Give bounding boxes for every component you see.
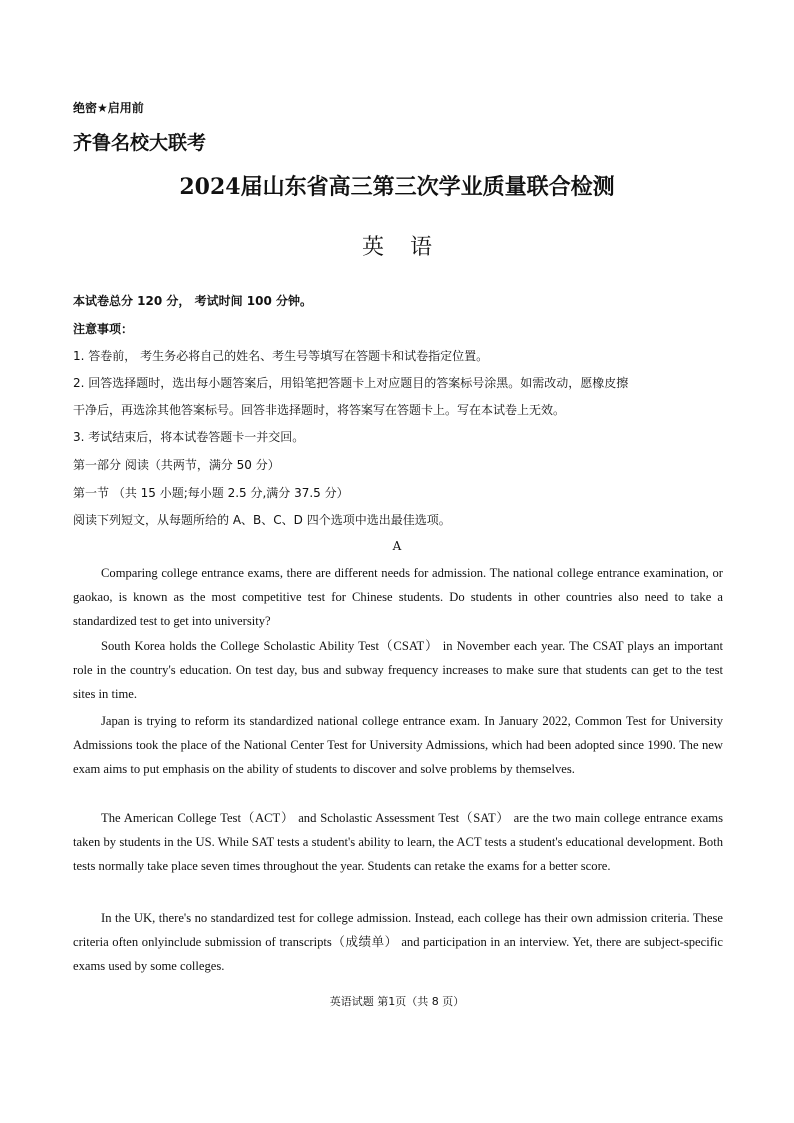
page-footer: 英语试题 第1页（共 8 页） (329, 995, 465, 1008)
organization-name: 齐鲁名校大联考 (73, 132, 207, 154)
exam-title: 2024届山东省高三第三次学业质量联合检测 (179, 174, 615, 200)
notice-item-2-line-2: 干净后，再选涂其他答案标号。回答非选择题时，将答案写在答题卡上。写在本试卷上无效。 (73, 403, 566, 417)
part-1-heading: 第一部分 阅读（共两节，满分 50 分） (73, 458, 280, 472)
subject-char-1: 英 (361, 235, 384, 260)
passage-paragraph: The American College Test（ACT） and Scholastic Assessment Test（SAT） are the two main college entrance exams taken by students in the US. While SAT tests a student's ability to learn, the ACT tests a student's educational development. Both tests normally take place seven times throughout the year. Students can retake the exams for a better score. (73, 811, 723, 873)
notice-item-3: 3. 考试结束后，将本试卷答题卡一并交回。 (73, 430, 305, 444)
secret-mark: 绝密★启用前 (73, 101, 144, 115)
passage-label: A (392, 539, 402, 553)
passage-paragraph: South Korea holds the College Scholastic Ability Test（CSAT） in November each year. The CSAT plays an important role in the country's education. On test day, bus and subway frequency increases to make sure that students can get to the test sites in time. (73, 639, 723, 701)
passage-paragraph: Comparing college entrance exams, there are different needs for admission. The national college entrance examination, or gaokao, is known as the most competitive test for Chinese students. Do students in other countries also need to take a standardized test to get into university? (73, 566, 723, 628)
notice-heading: 注意事项： (73, 322, 134, 336)
notice-item-1: 1. 答卷前， 考生务必将自己的姓名、考生号等填写在答题卡和试卷指定位置。 (73, 349, 489, 363)
score-time-line: 本试卷总分 120 分， 考试时间 100 分钟。 (73, 294, 312, 308)
section-1-heading: 第一节 （共 15 小题;每小题 2.5 分,满分 37.5 分） (73, 486, 349, 500)
subject-char-2: 语 (410, 235, 433, 260)
notice-item-2-line-1: 2. 回答选择题时，选出每小题答案后，用铅笔把答题卡上对应题目的答案标号涂黑。如需改动，愿橡皮擦 (73, 376, 629, 390)
reading-directions: 阅读下列短文，从每题所给的 A、B、C、D 四个选项中选出最佳选项。 (73, 513, 451, 527)
passage-paragraph: In the UK, there's no standardized test for college admission. Instead, each college has their own admission criteria. These criteria often onlyinclude submission of transcripts（成绩单） and participation in an interview. Yet, there are subject-specific exams used by some colleges. (73, 911, 723, 973)
passage-paragraph: Japan is trying to reform its standardized national college entrance exam. In January 2022, Common Test for University Admissions took the place of the National Center Test for University Admissions, which had been adopted since 1990. The new exam aims to put emphasis on the ability of students to discover and solve problems by themselves. (73, 714, 723, 776)
subject-title (0, 230, 794, 261)
